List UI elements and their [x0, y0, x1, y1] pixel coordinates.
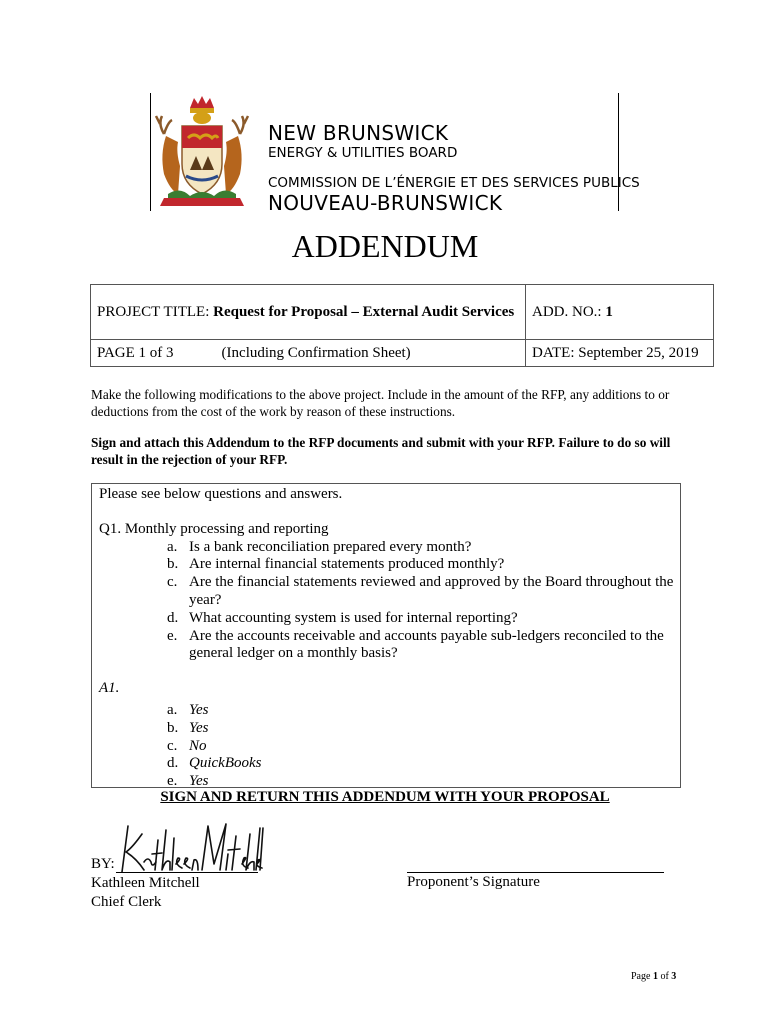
addendum-number-cell: [526, 285, 714, 340]
page-count: PAGE 1 of 3: [97, 344, 174, 361]
document-title: ADDENDUM: [291, 228, 479, 264]
org-name-english: NEW BRUNSWICK: [268, 121, 449, 145]
signatory-block: [91, 874, 200, 912]
list-item: a. Yes: [167, 701, 209, 718]
list-item: c. Are the financial statements reviewed and approved by the Board throughout the year?: [167, 574, 674, 608]
signatory-role: Chief Clerk: [91, 894, 162, 910]
handwritten-signature: [114, 820, 264, 878]
list-item: a. Is a bank reconciliation prepared every month?: [167, 538, 472, 555]
signature-line: [116, 872, 258, 873]
date-cell: DATE: September 25, 2019: [526, 340, 714, 367]
list-item: d. What accounting system is used for internal reporting?: [167, 609, 518, 626]
qa-intro: Please see below questions and answers.: [99, 486, 343, 502]
coat-of-arms-icon: [150, 94, 254, 210]
list-item: e. Yes: [167, 773, 209, 790]
organization-name: [268, 121, 640, 214]
project-title-cell: [91, 285, 526, 340]
org-name-french: NOUVEAU-BRUNSWICK: [268, 191, 503, 215]
signatory-name: Kathleen Mitchell: [91, 875, 200, 891]
list-item: c. No: [167, 737, 207, 754]
project-title-value: Request for Proposal – External Audit Services: [213, 303, 515, 320]
proponent-signature-label: Proponent’s Signature: [407, 874, 540, 890]
q1-heading: Q1. Monthly processing and reporting: [99, 520, 329, 537]
question-list: [99, 539, 674, 664]
qa-box: [91, 483, 681, 788]
org-subtitle-french: COMMISSION DE L’ÉNERGIE ET DES SERVICES PUBLICS: [268, 175, 640, 191]
list-item: b. Are internal financial statements produced monthly?: [167, 556, 505, 573]
org-subtitle-english: ENERGY & UTILITIES BOARD: [268, 145, 458, 161]
list-item: d. QuickBooks: [167, 755, 262, 772]
project-title-label: PROJECT TITLE:: [97, 303, 214, 320]
instruction-paragraph: Sign and attach this Addendum to the RFP documents and submit with your RFP. Failure to do so will result in the rejection of your RFP.: [91, 435, 671, 467]
list-item: e. Are the accounts receivable and accounts payable sub-ledgers reconciled to the general ledger on a monthly basis?: [167, 627, 664, 662]
intro-paragraph: Make the following modifications to the above project. Include in the amount of the RFP, any additions to or deductions from the cost of the work by reason of these instructions.: [91, 387, 670, 419]
add-no-value: 1: [605, 303, 613, 320]
page-count-note: (Including Confirmation Sheet): [221, 344, 411, 361]
page-count-cell: [91, 340, 526, 367]
project-header-table: [90, 284, 714, 367]
page-footer: Page 1 of 3: [631, 971, 677, 982]
add-no-label: ADD. NO.:: [532, 303, 606, 320]
proponent-signature-line: [407, 872, 664, 873]
by-label: BY:: [91, 856, 115, 872]
a1-heading: A1.: [99, 680, 120, 697]
answer-list: [99, 702, 674, 791]
list-item: b. Yes: [167, 719, 209, 736]
sign-return-notice: SIGN AND RETURN THIS ADDENDUM WITH YOUR PROPOSAL: [160, 789, 610, 805]
